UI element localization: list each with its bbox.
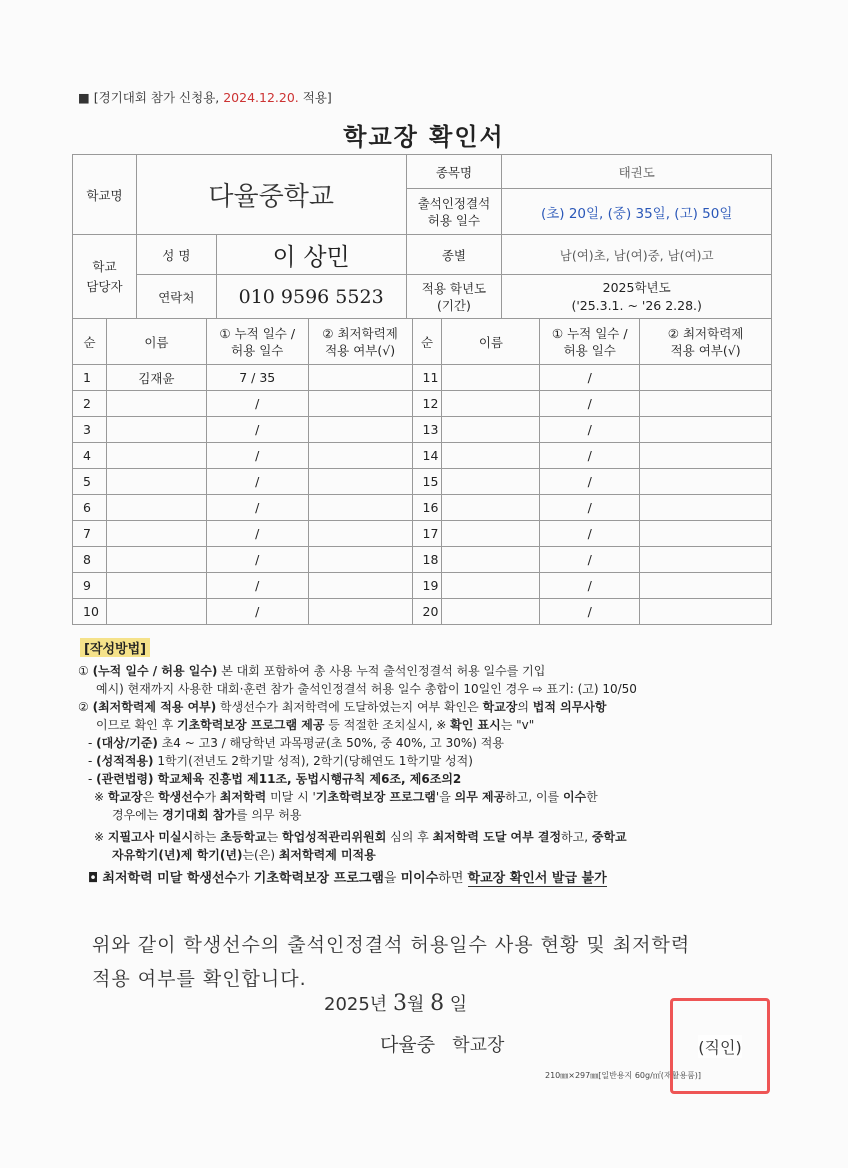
attendance-label: 출석인정결석 허용 일수 bbox=[406, 189, 502, 235]
row-name bbox=[106, 417, 206, 443]
header-note: ■ [경기대회 참가 신청용, 2024.12.20. 적용] bbox=[78, 90, 332, 105]
row-no: 15 bbox=[412, 469, 442, 495]
row-no: 6 bbox=[73, 495, 107, 521]
school-value: 다율중학교 bbox=[136, 155, 406, 235]
table-row bbox=[73, 417, 772, 443]
gender-label: 종별 bbox=[406, 235, 502, 275]
row-check bbox=[640, 391, 772, 417]
row-days: / bbox=[540, 573, 640, 599]
gender-value: 남(여)초, 남(여)중, 남(여)고 bbox=[502, 235, 772, 275]
method-line-8: ※ 학교장은 학생선수가 최저학력 미달 시 '기초학력보장 프로그램'을 의무 제공하고, 이를 이수한 bbox=[94, 790, 598, 804]
row-days: / bbox=[206, 573, 308, 599]
info-table bbox=[72, 154, 772, 319]
col-name: 이름 bbox=[106, 319, 206, 365]
method-line-5: - (대상/기준) 초4 ~ 고3 / 해당학년 과목평균(초 50%, 중 40%, 고 30%) 적용 bbox=[88, 736, 504, 750]
table-row bbox=[73, 469, 772, 495]
row-name bbox=[442, 573, 540, 599]
row-days: / bbox=[206, 417, 308, 443]
row-name bbox=[442, 417, 540, 443]
row-days: / bbox=[540, 547, 640, 573]
row-no: 9 bbox=[73, 573, 107, 599]
row-name bbox=[106, 469, 206, 495]
contact-value: 010 9596 5523 bbox=[216, 275, 406, 319]
row-no: 11 bbox=[412, 365, 442, 391]
row-days: / bbox=[206, 547, 308, 573]
row-days: / bbox=[206, 521, 308, 547]
method-line-3: ② (최저학력제 적용 여부) 학생선수가 최저학력에 도달하였는지 여부 확인은 학교장의 법적 의무사항 bbox=[78, 700, 607, 714]
row-days: / bbox=[540, 521, 640, 547]
row-check bbox=[308, 443, 412, 469]
row-name bbox=[442, 495, 540, 521]
table-row bbox=[73, 599, 772, 625]
row-days: / bbox=[540, 365, 640, 391]
row-check bbox=[308, 573, 412, 599]
sign-school: 다율중 학교장 bbox=[380, 1034, 505, 1056]
table-row bbox=[73, 547, 772, 573]
row-check bbox=[640, 599, 772, 625]
year-label: 적용 학년도 (기간) bbox=[406, 275, 502, 319]
row-days: / bbox=[206, 599, 308, 625]
row-no: 17 bbox=[412, 521, 442, 547]
row-no: 13 bbox=[412, 417, 442, 443]
row-check bbox=[308, 417, 412, 443]
row-name bbox=[442, 599, 540, 625]
row-name bbox=[106, 521, 206, 547]
row-check bbox=[308, 495, 412, 521]
method-text bbox=[78, 662, 778, 888]
row-name bbox=[106, 495, 206, 521]
sport-value: 태권도 bbox=[502, 155, 772, 189]
header-date: 2024.12.20. bbox=[223, 90, 299, 105]
official-seal bbox=[670, 998, 770, 1094]
row-no: 4 bbox=[73, 443, 107, 469]
method-line-7: - (관련법령) 학교체육 진흥법 제11조, 동법시행규칙 제6조, 제6조의2 bbox=[88, 772, 462, 786]
year-value: 2025학년도 ('25.3.1. ~ '26 2.28.) bbox=[502, 275, 772, 319]
row-name: 김재윤 bbox=[106, 365, 206, 391]
row-check bbox=[640, 547, 772, 573]
sign-date: 2025년 3월 8 일 bbox=[324, 991, 468, 1016]
method-line-12: ◘ 최저학력 미달 학생선수가 기초학력보장 프로그램을 미이수하면 학교장 확인서 발급 불가 bbox=[88, 871, 607, 886]
row-name bbox=[442, 547, 540, 573]
row-name bbox=[106, 573, 206, 599]
row-name bbox=[106, 547, 206, 573]
row-no: 12 bbox=[412, 391, 442, 417]
row-check bbox=[640, 521, 772, 547]
table-row bbox=[73, 495, 772, 521]
manager-label: 학교 담당자 bbox=[73, 235, 137, 319]
table-row bbox=[73, 521, 772, 547]
row-no: 20 bbox=[412, 599, 442, 625]
row-days: 7 / 35 bbox=[206, 365, 308, 391]
row-days: / bbox=[540, 469, 640, 495]
row-name bbox=[106, 443, 206, 469]
row-no: 16 bbox=[412, 495, 442, 521]
row-check bbox=[308, 599, 412, 625]
row-no: 19 bbox=[412, 573, 442, 599]
row-days: / bbox=[540, 443, 640, 469]
row-name bbox=[106, 599, 206, 625]
table-row bbox=[73, 573, 772, 599]
page-title: 학교장 확인서 bbox=[343, 123, 505, 151]
table-row bbox=[73, 391, 772, 417]
row-no: 3 bbox=[73, 417, 107, 443]
row-no: 10 bbox=[73, 599, 107, 625]
row-no: 8 bbox=[73, 547, 107, 573]
col-no: 순 bbox=[412, 319, 442, 365]
sport-label: 종목명 bbox=[406, 155, 502, 189]
row-check bbox=[308, 521, 412, 547]
table-row bbox=[73, 365, 772, 391]
col-days: ① 누적 일수 / 허용 일수 bbox=[540, 319, 640, 365]
row-check bbox=[308, 391, 412, 417]
col-min: ② 최저학력제 적용 여부(√) bbox=[308, 319, 412, 365]
row-days: / bbox=[206, 469, 308, 495]
method-line-10: ※ 지필고사 미실시하는 초등학교는 학업성적관리위원회 심의 후 최저학력 도달 여부 결정하고, 중학교 bbox=[94, 830, 627, 844]
row-no: 14 bbox=[412, 443, 442, 469]
school-label: 학교명 bbox=[73, 155, 137, 235]
col-min: ② 최저학력제 적용 여부(√) bbox=[640, 319, 772, 365]
row-no: 18 bbox=[412, 547, 442, 573]
row-days: / bbox=[206, 495, 308, 521]
row-check bbox=[308, 365, 412, 391]
row-no: 5 bbox=[73, 469, 107, 495]
row-check bbox=[640, 495, 772, 521]
confirm-text: 위와 같이 학생선수의 출석인정결석 허용일수 사용 현황 및 최저학력 적용 여부를 확인합니다. bbox=[92, 934, 691, 990]
row-no: 1 bbox=[73, 365, 107, 391]
row-name bbox=[442, 521, 540, 547]
method-line-11: 자유학기(년)제 학기(년)는(은) 최저학력제 미적용 bbox=[112, 848, 376, 862]
name-value: 이 상민 bbox=[216, 235, 406, 275]
paper-note: 210㎜×297㎜[일반용지 60g/㎡(재활용품)] bbox=[545, 1071, 702, 1080]
col-name: 이름 bbox=[442, 319, 540, 365]
method-line-2: 예시) 현재까지 사용한 대회·훈련 참가 출석인정결석 허용 일수 총합이 10일인 경우 ⇨ 표기: (고) 10/50 bbox=[96, 682, 637, 696]
attendance-value: (초) 20일, (중) 35일, (고) 50일 bbox=[502, 189, 772, 235]
col-no: 순 bbox=[73, 319, 107, 365]
row-name bbox=[106, 391, 206, 417]
row-days: / bbox=[540, 599, 640, 625]
row-days: / bbox=[540, 417, 640, 443]
row-name bbox=[442, 391, 540, 417]
row-days: / bbox=[540, 391, 640, 417]
table-row bbox=[73, 443, 772, 469]
contact-label: 연락처 bbox=[136, 275, 216, 319]
row-check bbox=[308, 547, 412, 573]
row-name bbox=[442, 365, 540, 391]
row-check bbox=[640, 469, 772, 495]
row-name bbox=[442, 443, 540, 469]
row-name bbox=[442, 469, 540, 495]
row-no: 7 bbox=[73, 521, 107, 547]
method-line-6: - (성적적용) 1학기(전년도 2학기말 성적), 2학기(당해연도 1학기말 성적) bbox=[88, 754, 473, 768]
method-line-1: ① (누적 일수 / 허용 일수) 본 대회 포함하여 총 사용 누적 출석인정결석 허용 일수를 기입 bbox=[78, 664, 546, 678]
row-check bbox=[640, 417, 772, 443]
row-check bbox=[640, 573, 772, 599]
method-line-4: 이므로 확인 후 기초학력보장 프로그램 제공 등 적절한 조치실시, ※ 확인 표시는 "v" bbox=[96, 718, 535, 732]
row-days: / bbox=[540, 495, 640, 521]
row-no: 2 bbox=[73, 391, 107, 417]
method-title: [작성방법] bbox=[80, 638, 150, 657]
row-days: / bbox=[206, 391, 308, 417]
row-check bbox=[640, 443, 772, 469]
method-line-9: 경우에는 경기대회 참가를 의무 허용 bbox=[112, 808, 302, 822]
roster-table bbox=[72, 318, 772, 625]
col-days: ① 누적 일수 / 허용 일수 bbox=[206, 319, 308, 365]
row-check bbox=[640, 365, 772, 391]
name-label: 성 명 bbox=[136, 235, 216, 275]
row-days: / bbox=[206, 443, 308, 469]
seal-label: (직인) bbox=[698, 1035, 741, 1058]
row-check bbox=[308, 469, 412, 495]
